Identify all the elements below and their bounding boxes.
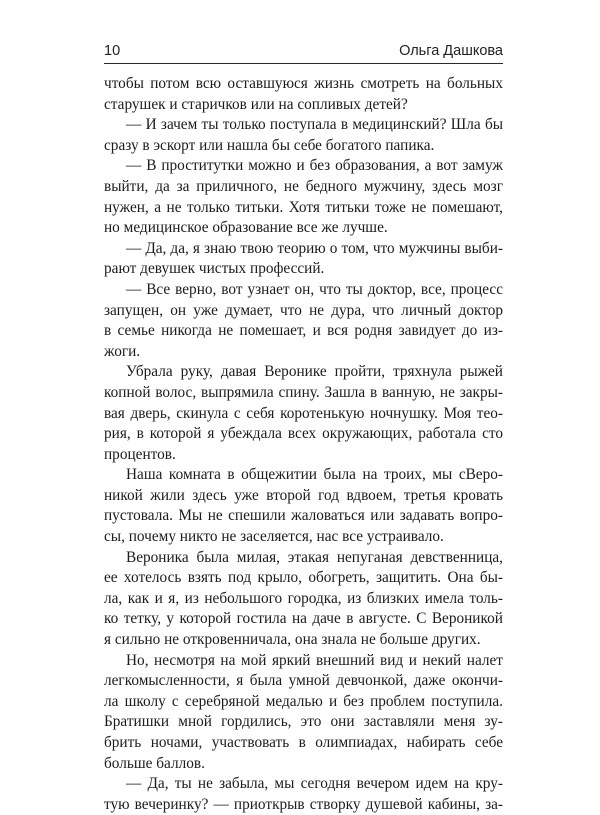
- running-header: [104, 41, 503, 64]
- text-line: рают девушек чистых профессий.: [104, 260, 325, 278]
- text-line: процентов.: [104, 445, 176, 463]
- text-line: — В проститутки можно и без образования, а вот замуж: [126, 157, 503, 175]
- text-line: ко тетку, у которой гостила на даче в августе. С Вероникой: [104, 610, 503, 628]
- text-line: запущен, он уже думает, что не дура, что личный доктор: [104, 301, 503, 319]
- text-line: — Да, да, я знаю твою теорию о том, что мужчины выби-: [126, 239, 503, 257]
- text-line: выйти, да за приличного, не бедного мужчину, здесь мозг: [104, 177, 503, 195]
- text-line: легкомысленности, я была умной девчонкой, даже окончи-: [104, 672, 503, 690]
- text-line: больше баллов.: [104, 754, 205, 772]
- text-line: брить ночами, участвовать в олимпиадах, набирать себе: [104, 734, 503, 751]
- text-line: старушек и старичков или на сопливых детей?: [104, 95, 408, 113]
- text-line: Вероника была милая, этакая непуганая девственница,: [126, 548, 503, 566]
- text-line: Наша комната в общежитии была на троих, мы сВеро-: [126, 466, 503, 484]
- text-line: копной волос, выпрямила спину. Зашла в ванную, не закры-: [104, 383, 503, 401]
- text-line: рия, в которой я убеждала всех окружающих, работала сто: [104, 425, 503, 443]
- text-line: — Да, ты не забыла, мы сегодня вечером идем на кру-: [126, 775, 503, 793]
- running-title-author: Ольга Дашкова: [399, 43, 503, 59]
- text-line: сы, почему никто не заселяется, нас все устраивало.: [104, 528, 444, 546]
- text-line: жоги.: [104, 342, 141, 360]
- text-line: я сильно не откровенничала, она знала не больше других.: [104, 631, 481, 649]
- page-number: 10: [104, 43, 121, 59]
- text-line: Братишки мной гордились, это они заставляли меня зу-: [104, 713, 503, 731]
- text-line: сразу в эскорт или нашла бы себе богатого папика.: [104, 136, 435, 154]
- text-line: чтобы потом всю оставшуюся жизнь смотреть на больных: [104, 75, 503, 92]
- text-line: ее хотелось взять под крыло, обогреть, защитить. Она бы-: [104, 569, 503, 587]
- text-line: пустовала. Мы не спешили жаловаться или задавать вопро-: [104, 507, 503, 525]
- text-line: нужен, а не только титьки. Хотя титьки тоже не помешают,: [104, 198, 503, 216]
- text-line: — Все верно, вот узнает он, что ты доктор, все, процесс: [126, 280, 503, 298]
- text-line: Убрала руку, давая Веронике пройти, тряхнула рыжей: [126, 363, 503, 381]
- body-text: [104, 74, 503, 815]
- text-line: никой жили здесь уже второй год вдвоем, третья кровать: [104, 486, 503, 504]
- text-line: тую вечеринку? — приоткрыв створку душевой кабины, за-: [104, 795, 503, 813]
- text-line: но медицинское образование все же лучше.: [104, 219, 388, 237]
- text-line: Но, несмотря на мой яркий внешний вид и некий налет: [126, 651, 503, 669]
- text-line: вая дверь, скинула с себя коротенькую ночнушку. Моя тео-: [104, 404, 503, 422]
- text-line: — И зачем ты только поступала в медицинский? Шла бы: [126, 116, 503, 134]
- text-line: ла школу с серебряной медалью и без проблем поступила.: [104, 692, 503, 710]
- text-line: ла, как и я, из небольшого городка, из близких имела толь-: [104, 589, 503, 607]
- text-line: в семье никогда не помешает, и вся родня завидует до из-: [104, 322, 503, 340]
